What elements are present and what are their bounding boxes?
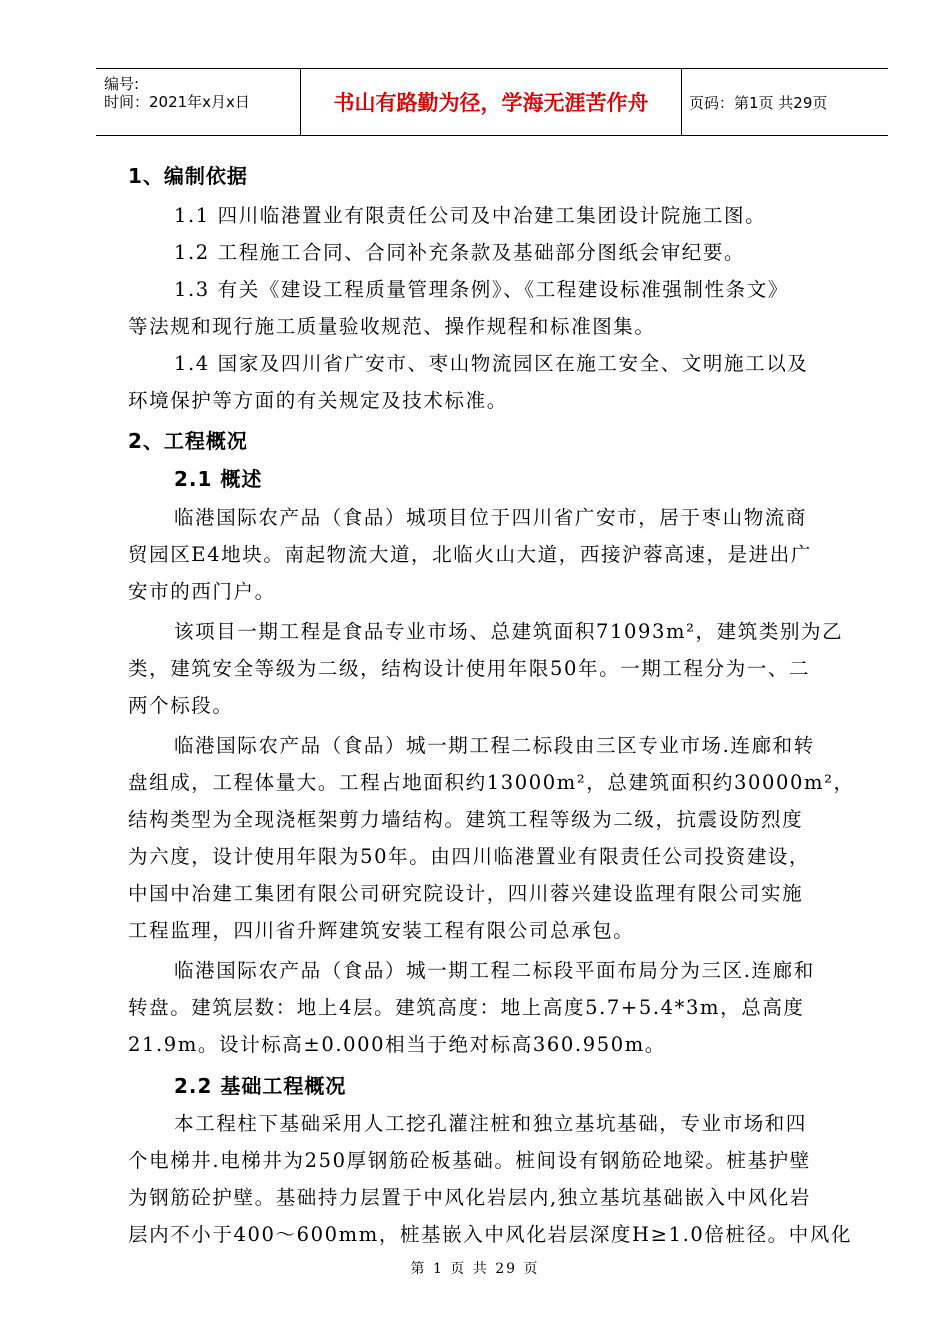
section-heading-2: 2、工程概况 <box>128 429 248 453</box>
paragraph-line: 等法规和现行施工质量验收规范、操作规程和标准图集。 <box>128 315 656 338</box>
paragraph-line: 两个标段。 <box>128 694 234 717</box>
paragraph-line: 结构类型为全现浇框架剪力墙结构。建筑工程等级为二级，抗震设防烈度 <box>128 808 804 831</box>
paragraph-line: 该项目一期工程是食品专业市场、总建筑面积71093m²，建筑类别为乙 <box>174 620 844 643</box>
paragraph-line: 工程监理，四川省升辉建筑安装工程有限公司总承包。 <box>128 919 635 942</box>
paragraph-line: 贸园区E4地块。南起物流大道，北临火山大道，西接沪蓉高速，是进出广 <box>128 543 812 566</box>
paragraph-line: 临港国际农产品（食品）城一期工程二标段由三区专业市场.连廊和转 <box>174 734 815 757</box>
paragraph-line: 为钢筋砼护壁。基础持力层置于中风化岩层内,独立基坑基础嵌入中风化岩 <box>128 1186 811 1209</box>
paragraph-line: 盘组成，工程体量大。工程占地面积约13000m²，总建筑面积约30000m²， <box>128 771 855 794</box>
header-page-info: 页码：第1页 共29页 <box>689 93 828 112</box>
paragraph-line: 1.1 四川临港置业有限责任公司及中冶建工集团设计院施工图。 <box>174 204 767 227</box>
paragraph-line: 个电梯井.电梯井为250厚钢筋砼板基础。桩间设有钢筋砼地梁。桩基护壁 <box>128 1149 811 1172</box>
page-footer: 第 1 页 共 29 页 <box>410 1261 540 1277</box>
paragraph-line: 转盘。建筑层数：地上4层。建筑高度：地上高度5.7+5.4*3m，总高度 <box>128 996 805 1019</box>
subsection-heading-2-2: 2.2 基础工程概况 <box>174 1074 347 1098</box>
paragraph-line: 临港国际农产品（食品）城项目位于四川省广安市，居于枣山物流商 <box>174 506 808 529</box>
page-header <box>96 68 888 136</box>
header-motto-cell <box>300 69 682 135</box>
paragraph-line: 21.9m。设计标高±0.000相当于绝对标高360.950m。 <box>128 1033 666 1056</box>
paragraph-line: 本工程柱下基础采用人工挖孔灌注桩和独立基坑基础，专业市场和四 <box>174 1112 808 1135</box>
doc-time-label: 时间：2021年x月x日 <box>104 93 250 111</box>
paragraph-line: 1.2 工程施工合同、合同补充条款及基础部分图纸会审纪要。 <box>174 241 746 264</box>
paragraph-line: 层内不小于400～600mm，桩基嵌入中风化岩层深度H≥1.0倍桩径。中风化 <box>128 1223 853 1246</box>
paragraph-line: 为六度，设计使用年限为50年。由四川临港置业有限责任公司投资建设， <box>128 845 811 868</box>
paragraph-line: 1.3 有关《建设工程质量管理条例》、《工程建设标准强制性条文》 <box>174 278 789 301</box>
paragraph-line: 环境保护等方面的有关规定及技术标准。 <box>128 389 508 412</box>
header-motto: 书山有路勤为径，学海无涯苦作舟 <box>333 91 649 115</box>
paragraph-line: 1.4 国家及四川省广安市、枣山物流园区在施工安全、文明施工以及 <box>174 352 809 375</box>
paragraph-line: 安市的西门户。 <box>128 580 276 603</box>
section-heading-1: 1、编制依据 <box>128 164 248 188</box>
paragraph-line: 中国中冶建工集团有限公司研究院设计，四川蓉兴建设监理有限公司实施 <box>128 882 804 905</box>
paragraph-line: 类，建筑安全等级为二级，结构设计使用年限50年。一期工程分为一、二 <box>128 657 811 680</box>
subsection-heading-2-1: 2.1 概述 <box>174 467 263 491</box>
header-meta <box>96 69 300 135</box>
doc-number-label: 编号: <box>104 75 140 93</box>
paragraph-line: 临港国际农产品（食品）城一期工程二标段平面布局分为三区.连廊和 <box>174 959 815 982</box>
